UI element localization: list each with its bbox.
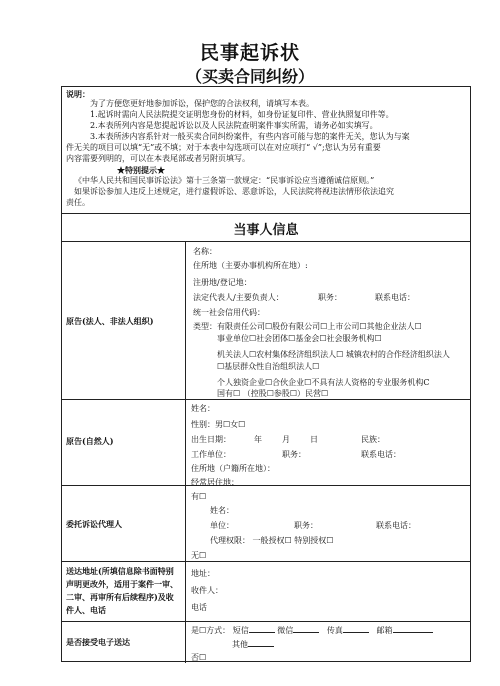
agent-name-field[interactable]: 姓名： bbox=[210, 506, 234, 515]
e-service-label: 是否接受电子送达 bbox=[66, 637, 130, 647]
org-address-field[interactable]: 住所地（主要办事机构所在地）: bbox=[193, 261, 308, 270]
sms-blank[interactable] bbox=[249, 625, 275, 633]
org-type-options[interactable]: 机关法人☐农村集体经济组织法人☐ 城镇农村的合作经济组织法人 bbox=[217, 350, 450, 359]
notes-line: 为了方便您更好地参加诉讼，保护您的合法权利，请填写本表。 bbox=[90, 99, 314, 108]
notes-line: 责任。 bbox=[66, 198, 90, 207]
agent-position-field[interactable]: 职务： bbox=[294, 521, 318, 530]
separator bbox=[62, 621, 470, 622]
person-gender-options[interactable]: 性别：男☐女☐ bbox=[191, 420, 246, 429]
section-title: 当事人信息 bbox=[233, 223, 299, 238]
notes-heading: 说明： bbox=[66, 89, 90, 99]
agent-phone-field[interactable]: 联系电话： bbox=[376, 521, 416, 530]
separator bbox=[62, 399, 470, 400]
e-service-yes-checkbox[interactable]: 是☐方式： bbox=[191, 626, 231, 635]
org-legal-rep-field[interactable]: 法定代表人/主要负责人： bbox=[193, 293, 284, 302]
notes-line: 1.起诉时需向人民法院提交证明您身份的材料，如身份证复印件、营业执照复印件等。 bbox=[90, 110, 394, 119]
org-type-options[interactable]: ☐基层群众性自治组织法人☐ bbox=[217, 362, 320, 371]
notes-line: 件无关的项目可以填“无”或不填；对于本表中勾选项可以在对应项打“ √”;您认为另有重要 bbox=[66, 143, 381, 152]
notes-line: 《中华人民共和国民事诉讼法》第十三条第一款规定：“民事诉讼应当遵循诚信原则。” bbox=[74, 176, 375, 185]
service-address-label: 送达地址(所填信息除书面特别 声明更改外，适用于案件一审、 二审、再审所有后续程序)及收 件人、电话 bbox=[66, 566, 178, 615]
separator bbox=[62, 213, 470, 214]
service-recipient-field[interactable]: 收件人： bbox=[191, 586, 223, 595]
email-option: 邮箱 bbox=[376, 626, 393, 635]
separator bbox=[62, 485, 470, 486]
org-ownership-options[interactable]: 国有☐ （控股☐参股☐）民营☐ bbox=[217, 389, 329, 398]
email-blank[interactable] bbox=[393, 625, 433, 633]
complaint-form bbox=[61, 86, 471, 662]
notes-line: 内容需要列明的，可以在本表尾部或者另附页填写。 bbox=[66, 154, 250, 163]
notes-line: 如果诉讼参加人违反上述规定，进行虚假诉讼、恶意诉讼，人民法院将视违法情形依法追究 bbox=[74, 187, 394, 196]
birth-month-label: 月 bbox=[282, 435, 290, 444]
agent-yes-checkbox[interactable]: 有☐ bbox=[191, 492, 207, 501]
org-type-options[interactable]: 类型：有限责任公司☐股份有限公司☐上市公司☐其他企业法人☐ bbox=[193, 322, 422, 331]
fax-option: 传真 bbox=[326, 626, 343, 635]
agent-authority-options[interactable]: 代理权限： 一般授权☐ 特别授权☐ bbox=[210, 536, 334, 545]
agent-label: 委托诉讼代理人 bbox=[66, 519, 122, 529]
document-subtitle: （买卖合同纠纷） bbox=[185, 67, 314, 86]
other-blank[interactable] bbox=[248, 639, 274, 647]
person-name-field[interactable]: 姓名： bbox=[191, 404, 215, 413]
person-birth-field[interactable]: 出生日期： bbox=[191, 435, 231, 444]
agent-no-checkbox[interactable]: 无☐ bbox=[191, 551, 207, 560]
org-type-options[interactable]: 事业单位☐社会团体☐基金会☐社会服务机构☐ bbox=[217, 334, 382, 343]
plaintiff-org-label: 原告(法人、非法人组织) bbox=[66, 316, 154, 326]
e-service-no-checkbox[interactable]: 否☐ bbox=[191, 653, 207, 662]
column-divider bbox=[185, 241, 186, 663]
org-position-field[interactable]: 职务： bbox=[318, 293, 342, 302]
person-position-field[interactable]: 职务： bbox=[282, 450, 306, 459]
agent-unit-field[interactable]: 单位： bbox=[210, 521, 234, 530]
document-title: 民事起诉状 bbox=[199, 42, 300, 64]
special-notice-heading: ★特别提示★ bbox=[117, 165, 165, 175]
org-phone-field[interactable]: 联系电话： bbox=[375, 293, 415, 302]
separator bbox=[62, 241, 470, 242]
e-service-other[interactable] bbox=[232, 639, 274, 650]
birth-day-label: 日 bbox=[310, 435, 318, 444]
org-ownership-options[interactable]: 个人独资企业☐合伙企业☐不具有法人资格的专业服务机构C bbox=[217, 378, 430, 387]
other-option: 其他 bbox=[232, 640, 248, 649]
service-phone-field[interactable]: 电话 bbox=[191, 603, 207, 612]
wechat-blank[interactable] bbox=[293, 625, 319, 633]
person-work-unit-field[interactable]: 工作单位： bbox=[191, 450, 231, 459]
org-credit-code-field[interactable]: 统一社会信用代码： bbox=[193, 308, 265, 317]
sms-option: 短信 bbox=[232, 626, 249, 635]
e-service-options[interactable] bbox=[191, 625, 433, 636]
wechat-option: 微信 bbox=[277, 626, 294, 635]
person-domicile-field[interactable]: 住所地（户籍所在地）： bbox=[191, 464, 275, 473]
notes-line: 3.本表所涉内容系针对一般买卖合同纠纷案件，有些内容可能与您的案件无关，您认为与案 bbox=[90, 132, 410, 141]
person-ethnicity-field[interactable]: 民族： bbox=[361, 435, 385, 444]
fax-blank[interactable] bbox=[343, 625, 369, 633]
org-name-field[interactable]: 名称： bbox=[193, 247, 217, 256]
service-address-field[interactable]: 地址： bbox=[191, 569, 215, 578]
org-registered-field[interactable]: 注册地/登记地： bbox=[193, 278, 252, 287]
person-residence-field[interactable]: 经常居住地： bbox=[191, 478, 239, 487]
birth-year-label: 年 bbox=[254, 435, 262, 444]
person-phone-field[interactable]: 联系电话： bbox=[361, 450, 401, 459]
plaintiff-person-label: 原告(自然人) bbox=[66, 436, 114, 446]
separator bbox=[62, 561, 470, 562]
notes-line: 2.本表所列内容是您提起诉讼以及人民法院查明案件事实所需，请务必如实填写。 bbox=[90, 121, 378, 130]
